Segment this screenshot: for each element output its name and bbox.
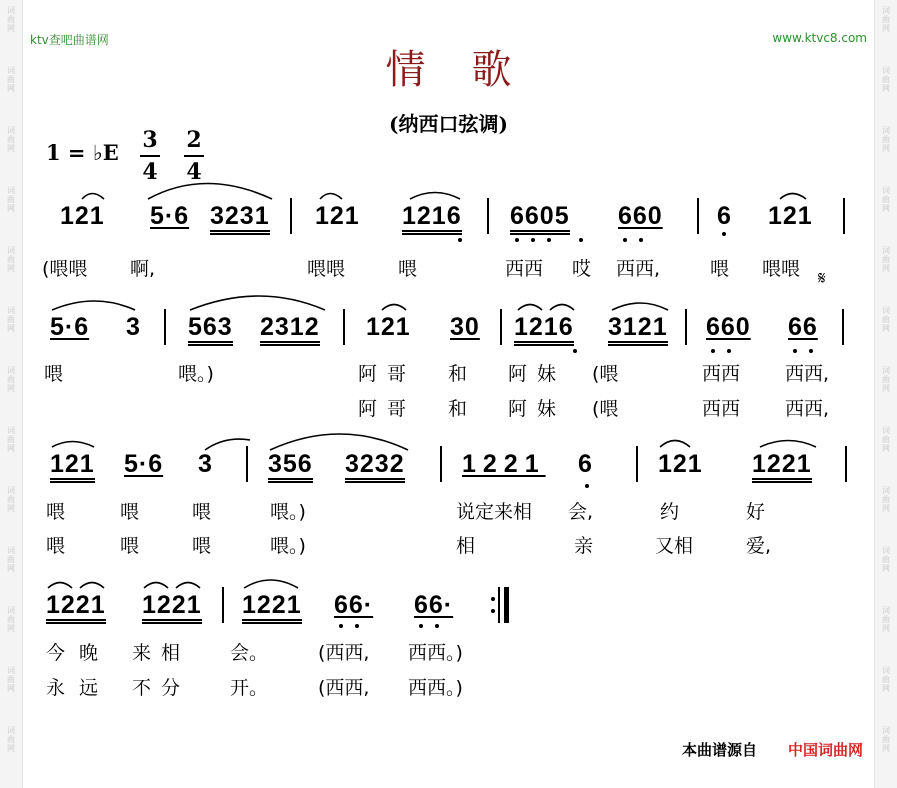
octave-dot: [458, 238, 462, 242]
lyric: 阿妹: [508, 398, 567, 420]
time-signature-3-4: [140, 126, 160, 186]
note-group: 66·: [334, 591, 374, 619]
slur-arc: [80, 583, 104, 589]
lyric: 喂: [398, 258, 418, 280]
note-group: 1221: [462, 450, 546, 478]
lyric: 西西。): [408, 642, 463, 664]
watermark-text: 词 曲 网: [882, 366, 890, 393]
note-group: 3231: [210, 202, 270, 231]
bar-line: [843, 198, 845, 234]
octave-dot: [573, 349, 577, 353]
slur-arc: [382, 305, 406, 311]
bar-line: [222, 587, 224, 623]
lyric: 哎: [572, 258, 592, 280]
watermark-text: 词 曲 网: [882, 726, 890, 753]
lyric: 会,: [568, 501, 594, 523]
note-group: 1221: [142, 591, 202, 620]
note-group: 1216: [402, 202, 462, 231]
octave-dot: [547, 238, 551, 242]
slur-arc: [52, 301, 135, 310]
lyric: (西西,: [318, 642, 370, 664]
watermark-text: 词 曲 网: [882, 66, 890, 93]
watermark-text: 词 曲 网: [7, 66, 15, 93]
octave-dot: [355, 624, 359, 628]
lyric: (喂: [592, 363, 619, 385]
bar-line: [246, 446, 248, 482]
source-site-right[interactable]: www.ktvc8.com: [772, 31, 867, 45]
lyric: 开。: [230, 677, 269, 699]
octave-dot: [639, 238, 643, 242]
lyric: 喂: [120, 535, 140, 557]
watermark-text: 词 曲 网: [7, 726, 15, 753]
slur-arc: [148, 184, 272, 200]
barline-thin: [498, 587, 500, 623]
key-signature: 1 = ♭E: [46, 140, 119, 165]
lyric: 来相: [132, 642, 191, 664]
note-group: 6: [717, 202, 732, 230]
lyric: 阿哥: [358, 363, 417, 385]
lyric: 西西: [505, 258, 544, 280]
note-group: 66: [788, 313, 818, 341]
lyric: 啊,: [130, 258, 156, 280]
bar-line: [343, 309, 345, 345]
lyric: 西西,: [785, 363, 830, 385]
octave-dot: [339, 624, 343, 628]
segno-sign: 𝄋: [818, 268, 826, 289]
note-group: 356: [268, 450, 313, 479]
lyric: 和: [448, 398, 468, 420]
watermark-text: 词 曲 网: [882, 306, 890, 333]
lyric: 西西。): [408, 677, 463, 699]
source-credit-link[interactable]: 中国词曲网: [787, 741, 863, 759]
watermark-text: 词 曲 网: [7, 426, 15, 453]
note-group: 121: [768, 202, 813, 230]
time-sig-numerator: 2: [186, 127, 202, 153]
lyric: 不分: [132, 677, 191, 699]
note-group: 3232: [345, 450, 405, 479]
note-group: 121: [315, 202, 360, 230]
watermark-text: 词 曲 网: [882, 186, 890, 213]
lyric: 好: [746, 501, 766, 523]
slur-arc: [518, 305, 542, 311]
lyric: 喂。): [178, 363, 214, 385]
lyric: 相: [456, 535, 476, 557]
repeat-dot: [491, 609, 495, 613]
slur-arc: [190, 296, 325, 310]
octave-dot: [711, 349, 715, 353]
octave-dot: [531, 238, 535, 242]
lyric: 喂。): [270, 501, 306, 523]
slur-arc: [270, 434, 408, 450]
octave-dot: [419, 624, 423, 628]
source-site-left[interactable]: ktv查吧曲谱网: [30, 33, 109, 47]
time-sig-bar: [140, 155, 160, 157]
watermark-text: 词 曲 网: [7, 366, 15, 393]
note-group: 1221: [46, 591, 106, 620]
note-group: 2312: [260, 313, 320, 342]
slur-arc: [48, 583, 72, 589]
lyric: 西西,: [616, 258, 661, 280]
time-sig-denominator: 4: [142, 159, 158, 185]
watermark-text: 词 曲 网: [882, 426, 890, 453]
repeat-dot: [491, 597, 495, 601]
time-sig-numerator: 3: [142, 127, 158, 153]
watermark-text: 词 曲 网: [7, 126, 15, 153]
lyric: 喂喂: [307, 258, 346, 280]
song-title: 情歌: [385, 47, 558, 93]
watermark-text: 词 曲 网: [7, 666, 15, 693]
note-group: 1221: [752, 450, 812, 479]
bar-line: [164, 309, 166, 345]
watermark-text: 词 曲 网: [7, 606, 15, 633]
slur-arc: [550, 305, 574, 311]
note-group: 3: [198, 450, 213, 478]
note-group: 66·: [414, 591, 454, 619]
lyric: 喂: [44, 363, 64, 385]
bar-line: [697, 198, 699, 234]
bar-line: [290, 198, 292, 234]
lyric: 西西,: [785, 398, 830, 420]
watermark-text: 词 曲 网: [882, 126, 890, 153]
watermark-text: 词 曲 网: [7, 546, 15, 573]
note-group: 3121: [608, 313, 668, 342]
watermark-text: 词 曲 网: [882, 6, 890, 33]
bar-line: [845, 446, 847, 482]
slur-arc: [780, 194, 806, 200]
watermark-text: 词 曲 网: [882, 246, 890, 273]
watermark-text: 词 曲 网: [7, 306, 15, 333]
note-group: 30: [450, 313, 480, 341]
lyric: 阿妹: [508, 363, 567, 385]
slur-arc: [244, 580, 298, 588]
note-group: 121: [658, 450, 703, 478]
octave-dot: [579, 238, 583, 242]
note-group: 3: [126, 313, 141, 341]
bar-line: [487, 198, 489, 234]
watermark-text: 词 曲 网: [7, 486, 15, 513]
lyric: 永远: [46, 677, 113, 699]
lyric: (喂: [592, 398, 619, 420]
slur-arc: [660, 441, 690, 448]
note-group: 121: [366, 313, 411, 341]
slur-arc: [410, 193, 460, 200]
note-group: 5·6: [150, 202, 190, 230]
watermark-text: 词 曲 网: [7, 6, 15, 33]
octave-dot: [515, 238, 519, 242]
octave-dot: [435, 624, 439, 628]
bar-line: [500, 309, 502, 345]
lyric: 阿哥: [358, 398, 417, 420]
octave-dot: [722, 232, 726, 236]
bar-line: [636, 446, 638, 482]
note-group: 5·6: [50, 313, 90, 341]
note-group: 1216: [514, 313, 574, 342]
bar-line: [842, 309, 844, 345]
note-group: 660: [706, 313, 751, 341]
note-group: 5·6: [124, 450, 164, 478]
lyric: 西西: [702, 363, 741, 385]
time-sig-denominator: 4: [186, 159, 202, 185]
lyric: (西西,: [318, 677, 370, 699]
note-group: 6: [578, 450, 593, 478]
watermark-text: 词 曲 网: [882, 606, 890, 633]
octave-dot: [585, 484, 589, 488]
slur-arc: [612, 303, 668, 310]
octave-dot: [727, 349, 731, 353]
octave-dot: [793, 349, 797, 353]
lyric: 今晚: [46, 642, 113, 664]
bar-line: [440, 446, 442, 482]
lyric: 又相: [655, 535, 694, 557]
lyric: 喂: [710, 258, 730, 280]
lyric: 喂: [192, 535, 212, 557]
lyric: 说定来相: [456, 501, 533, 523]
note-group: 1221: [242, 591, 302, 620]
octave-dot: [623, 238, 627, 242]
note-group: 660: [618, 202, 663, 230]
time-sig-bar: [184, 155, 204, 157]
lyric: 约: [660, 501, 680, 523]
slur-arc: [52, 442, 94, 448]
slur-arc: [205, 439, 250, 450]
note-group: 6605: [510, 202, 570, 231]
slur-arc: [82, 194, 104, 200]
watermark-text: 词 曲 网: [7, 246, 15, 273]
lyric: 喂: [120, 501, 140, 523]
note-group: 121: [50, 450, 95, 479]
bar-line: [685, 309, 687, 345]
source-credit-label: 本曲谱源自: [681, 741, 757, 759]
slur-arc: [760, 441, 816, 448]
time-signature-2-4: [184, 126, 204, 186]
barline-thick: [504, 587, 509, 623]
slur-arc: [320, 194, 342, 200]
octave-dot: [809, 349, 813, 353]
lyric: 爱,: [746, 535, 772, 557]
watermark-text: 词 曲 网: [882, 546, 890, 573]
lyric: (喂喂: [42, 258, 88, 280]
watermark-text: 词 曲 网: [882, 486, 890, 513]
lyric: 西西: [702, 398, 741, 420]
lyric: 喂: [46, 501, 66, 523]
lyric: 喂: [46, 535, 66, 557]
song-subtitle: (纳西口弦调): [389, 112, 508, 136]
lyric: 喂: [192, 501, 212, 523]
lyric: 喂喂: [762, 258, 801, 280]
watermark-text: 词 曲 网: [882, 666, 890, 693]
note-group: 121: [60, 202, 105, 230]
lyric: 和: [448, 363, 468, 385]
slur-arc: [176, 583, 200, 589]
note-group: 563: [188, 313, 233, 342]
slur-arc: [144, 583, 168, 589]
lyric: 喂。): [270, 535, 306, 557]
lyric: 亲: [574, 535, 594, 557]
watermark-text: 词 曲 网: [7, 186, 15, 213]
lyric: 会。: [230, 642, 269, 664]
